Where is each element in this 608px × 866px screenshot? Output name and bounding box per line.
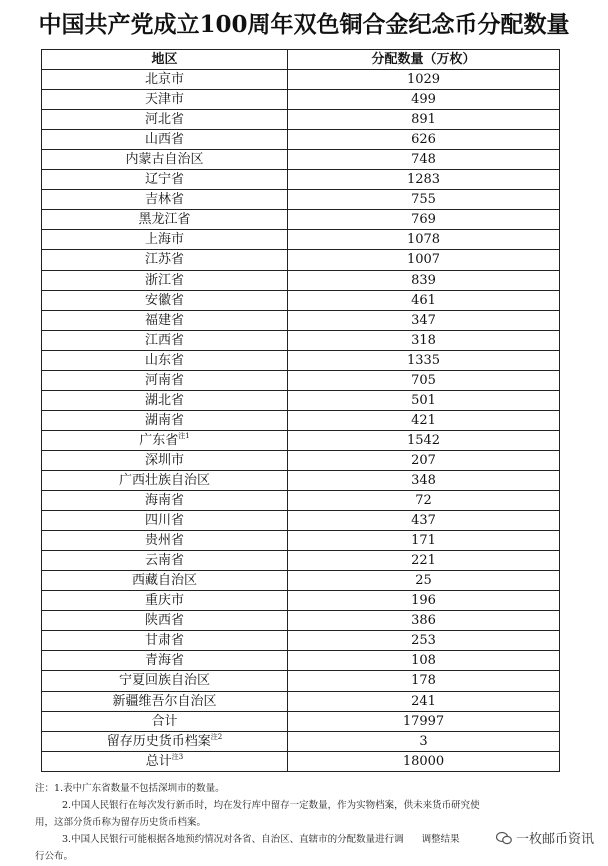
- footnote-line: 行公布。: [35, 851, 74, 862]
- region-name: 广东省: [139, 432, 179, 448]
- quantity-cell: 499: [288, 90, 560, 110]
- distribution-table: [41, 49, 560, 772]
- region-cell: [42, 491, 288, 511]
- table-row: [42, 611, 560, 631]
- table-row: [42, 591, 560, 611]
- region-cell: [42, 90, 288, 110]
- table-row: [42, 691, 560, 711]
- quantity-cell: 3: [288, 731, 560, 751]
- table-row: [42, 531, 560, 551]
- table-row: [42, 491, 560, 511]
- table-row: [42, 210, 560, 230]
- region-cell: [42, 531, 288, 551]
- quantity-cell: 347: [288, 310, 560, 330]
- watermark: [496, 828, 594, 847]
- wechat-icon: [496, 831, 512, 845]
- quantity-cell: 839: [288, 270, 560, 290]
- region-cell: [42, 190, 288, 210]
- region-name: 浙江省: [144, 272, 184, 288]
- region-cell: [42, 230, 288, 250]
- table-row: [42, 170, 560, 190]
- region-name: 山东省: [144, 352, 184, 368]
- table-row: [42, 230, 560, 250]
- table-row: [42, 631, 560, 651]
- header-quantity: 分配数量（万枚）: [288, 50, 560, 70]
- footnote-line: 用，这部分货币称为留存历史货币档案。: [35, 817, 207, 828]
- region-cell: [42, 430, 288, 450]
- quantity-cell: 1029: [288, 70, 560, 90]
- quantity-cell: 1007: [288, 250, 560, 270]
- region-cell: [42, 651, 288, 671]
- table-header-row: [42, 50, 560, 70]
- table-row: [42, 330, 560, 350]
- quantity-cell: 348: [288, 470, 560, 490]
- region-cell: [42, 110, 288, 130]
- region-name: 江苏省: [144, 252, 184, 268]
- region-name: 四川省: [144, 513, 184, 529]
- region-name: 北京市: [144, 72, 184, 88]
- region-name: 新疆维吾尔自治区: [112, 693, 217, 709]
- table-row: [42, 370, 560, 390]
- region-name: 安徽省: [144, 292, 184, 308]
- region-cell: [42, 390, 288, 410]
- table-row: [42, 130, 560, 150]
- region-name: 陕西省: [144, 613, 184, 629]
- table-row: [42, 390, 560, 410]
- quantity-cell: 171: [288, 531, 560, 551]
- region-name: 湖北省: [144, 392, 184, 408]
- region-name: 海南省: [144, 493, 184, 509]
- quantity-cell: 196: [288, 591, 560, 611]
- region-name: 福建省: [144, 312, 184, 328]
- page-title: 中国共产党成立100周年双色铜合金纪念币分配数量: [38, 11, 570, 38]
- quantity-cell: 386: [288, 611, 560, 631]
- region-name: 吉林省: [144, 192, 184, 208]
- quantity-cell: 108: [288, 651, 560, 671]
- footnotes: [35, 780, 595, 865]
- table-row: [42, 70, 560, 90]
- quantity-cell: 241: [288, 691, 560, 711]
- table-row: [42, 571, 560, 591]
- region-cell: [42, 410, 288, 430]
- region-cell: [42, 330, 288, 350]
- region-name: 江西省: [144, 332, 184, 348]
- table-row: [42, 651, 560, 671]
- table-row: [42, 350, 560, 370]
- region-name: 广西壮族自治区: [118, 473, 210, 488]
- footnote-text: 3.中国人民银行可能根据各地预约情况对各省、自治区、直辖市的分配数量进行调: [62, 834, 404, 845]
- table-row: [42, 250, 560, 270]
- region-name: 河南省: [144, 372, 184, 388]
- quantity-cell: 501: [288, 390, 560, 410]
- table-row: [42, 551, 560, 571]
- region-cell: [42, 370, 288, 390]
- quantity-cell: 1283: [288, 170, 560, 190]
- region-name: 重庆市: [144, 593, 184, 609]
- region-name: 甘肃省: [144, 633, 184, 649]
- region-cell: [42, 250, 288, 270]
- region-cell: [42, 470, 288, 490]
- region-cell: [42, 691, 288, 711]
- watermark-text: 一枚邮币资讯: [515, 832, 594, 847]
- quantity-cell: 18000: [288, 751, 560, 771]
- quantity-cell: 769: [288, 210, 560, 230]
- quantity-cell: 25: [288, 571, 560, 591]
- region-cell: [42, 671, 288, 691]
- region-cell: [42, 571, 288, 591]
- region-cell: [42, 731, 288, 751]
- region-name: 贵州省: [144, 533, 184, 549]
- quantity-cell: 891: [288, 110, 560, 130]
- region-name: 辽宁省: [144, 172, 184, 188]
- region-name: 云南省: [144, 553, 184, 569]
- quantity-cell: 253: [288, 631, 560, 651]
- footnote-marker: 注2: [210, 732, 223, 741]
- region-cell: [42, 350, 288, 370]
- table-row: [42, 731, 560, 751]
- quantity-cell: 755: [288, 190, 560, 210]
- region-cell: [42, 210, 288, 230]
- region-cell: [42, 150, 288, 170]
- table-row: [42, 470, 560, 490]
- region-cell: [42, 711, 288, 731]
- table-row: [42, 310, 560, 330]
- table-row: [42, 290, 560, 310]
- footnote-marker: 注1: [178, 431, 190, 440]
- table-row: [42, 270, 560, 290]
- table-row: [42, 511, 560, 531]
- region-name: 天津市: [144, 92, 184, 108]
- footnote-marker: 注3: [171, 752, 184, 761]
- table-row: [42, 410, 560, 430]
- region-name: 内蒙古自治区: [125, 152, 204, 168]
- quantity-cell: 72: [288, 491, 560, 511]
- quantity-cell: 1335: [288, 350, 560, 370]
- quantity-cell: 207: [288, 450, 560, 470]
- region-cell: [42, 611, 288, 631]
- region-name: 深圳市: [144, 452, 184, 468]
- region-cell: [42, 511, 288, 531]
- region-cell: [42, 310, 288, 330]
- footnote-tail: 调整结果: [421, 834, 460, 845]
- region-cell: [42, 270, 288, 290]
- region-cell: [42, 751, 288, 771]
- quantity-cell: 705: [288, 370, 560, 390]
- region-name: 湖南省: [144, 412, 184, 428]
- table-body: [42, 70, 560, 772]
- quantity-cell: 1078: [288, 230, 560, 250]
- region-name: 河北省: [144, 112, 184, 128]
- quantity-cell: 221: [288, 551, 560, 571]
- region-name: 留存历史货币档案: [106, 733, 211, 749]
- region-name: 山西省: [144, 132, 184, 148]
- region-cell: [42, 591, 288, 611]
- quantity-cell: 461: [288, 290, 560, 310]
- header-region: 地区: [42, 50, 288, 70]
- quantity-cell: 178: [288, 671, 560, 691]
- region-cell: [42, 551, 288, 571]
- table-row: [42, 190, 560, 210]
- footnote-line: 注：1.表中广东省数量不包括深圳市的数量。: [35, 783, 225, 794]
- region-cell: [42, 70, 288, 90]
- quantity-cell: 437: [288, 511, 560, 531]
- quantity-cell: 626: [288, 130, 560, 150]
- quantity-cell: 17997: [288, 711, 560, 731]
- table-row: [42, 751, 560, 771]
- table-row: [42, 711, 560, 731]
- region-name: 黑龙江省: [138, 212, 191, 228]
- region-cell: [42, 170, 288, 190]
- table-row: [42, 430, 560, 450]
- table-row: [42, 150, 560, 170]
- region-name: 合计: [151, 713, 178, 729]
- table-row: [42, 450, 560, 470]
- region-name: 上海市: [144, 232, 184, 248]
- quantity-cell: 748: [288, 150, 560, 170]
- table-row: [42, 671, 560, 691]
- quantity-cell: 421: [288, 410, 560, 430]
- region-name: 青海省: [144, 653, 184, 669]
- region-name: 西藏自治区: [131, 573, 197, 589]
- table-row: [42, 110, 560, 130]
- region-cell: [42, 290, 288, 310]
- region-name: 宁夏回族自治区: [118, 673, 210, 689]
- table-row: [42, 90, 560, 110]
- region-cell: [42, 631, 288, 651]
- region-cell: [42, 130, 288, 150]
- quantity-cell: 1542: [288, 430, 560, 450]
- region-cell: [42, 450, 288, 470]
- region-name: 总计: [145, 753, 172, 769]
- footnote-line: 2.中国人民银行在每次发行新币时，均在发行库中留存一定数量，作为实物档案，供未来货币研究使: [62, 800, 480, 811]
- quantity-cell: 318: [288, 330, 560, 350]
